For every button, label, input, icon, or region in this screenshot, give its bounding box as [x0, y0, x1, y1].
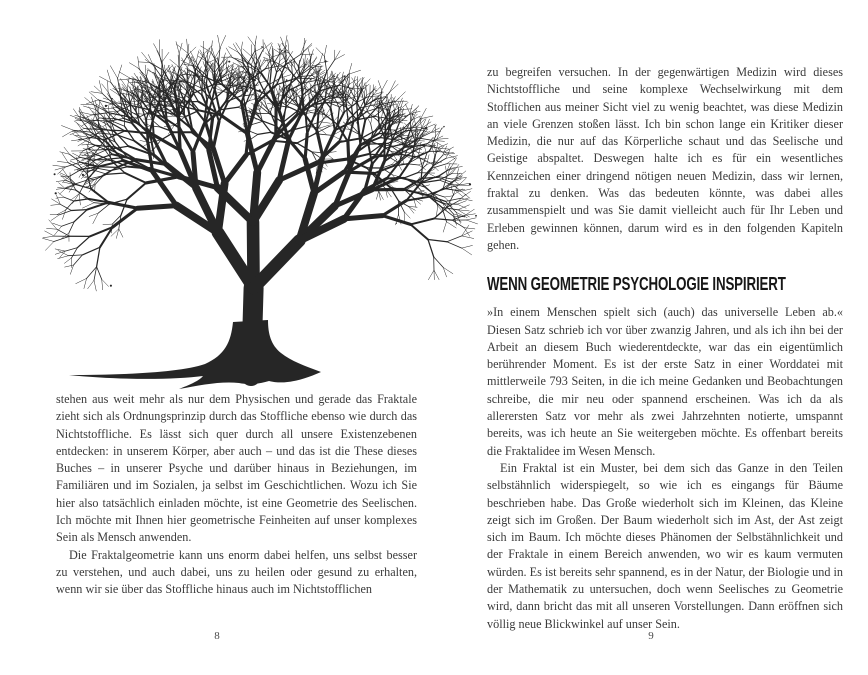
left-text-column [56, 391, 417, 599]
paragraph: zu begreifen versuchen. In der gegenwärtigen Medizin wird dieses Nichtstoffliche und seine komplexe Wechselwirkung mit dem Stofflichen aus meiner Sicht viel zu wenig beachtet, was diese Medizin an viele Grenzen stoßen lässt. Ich bin schon lange ein Kritiker dieser Medizin, die nur auf das Körperliche schaut und das Seelische und Geistige abspaltet. Deswegen halte ich es für ein wesentliches Kennzeichen einer dringend nötigen neuen Medizin, dass wir lernen, fraktal zu denken. Was das bedeuten könnte, was dabei alles zusammenspielt und was Sie damit vielleicht auch für Ihr Leben und Erleben gewinnen können, darum wird es in den folgenden Kapiteln gehen. [487, 65, 843, 252]
page-number-right: 9 [648, 630, 654, 642]
paragraph: Ein Fraktal ist ein Muster, bei dem sich das Ganze in den Teilen selbstähnlich widerspiegelt, so wie ich es eingangs für Bäume beschrieben habe. Das Große wiederholt sich im Kleinen, das Kleine zeigt sich im Großen. Der Baum wiederholt sich im Ast, der Ast zeigt sich im Baum. Ich möchte dieses Phänomen der Selbstähnlichkeit und der Fraktale in einem Bereich anwenden, wo wir es kaum vermuten würden. Es ist bereits sehr spannend, es in der Natur, der Biologie und in der Mathematik zu untersuchen, doch wenn Seelisches zu Geometrie wird, dann bricht das mit all unseren Vorstellungen. Dann eröffnen sich völlig neue Blickwinkel auf unser Sein. [487, 460, 843, 631]
tree-illustration [55, 24, 425, 386]
paragraph: Die Fraktalgeometrie kann uns enorm dabei helfen, uns selbst besser zu verstehen, und auch dabei, uns zu heilen oder gesund zu erhalten, wenn wir sie über das Stoffliche hinaus auch im Nichtstofflichen [56, 547, 417, 597]
paragraph: »In einem Menschen spielt sich (auch) das universelle Leben ab.« Diesen Satz schrieb ich vor über zwanzig Jahren, und als ich ihn bei der Arbeit an diesem Buch wiederentdeckte, war das ein eigentümlich berührender Moment. Es ist der erste Satz in einer Worddatei mit mittlerweile 793 Seiten, in die ich meine Gedanken und Beobachtungen schreibe, die mir neu oder spannend erscheinen. Was ich da als allerersten Satz vor mehr als zwei Jahrzehnten notierte, umspannt bereits, was ich heute an Sie weitergeben möchte. Es offenbart bereits die Fraktalidee im Wesen Mensch. [487, 305, 843, 458]
chapter-heading [487, 275, 843, 294]
right-text-column [487, 64, 843, 633]
intro-paragraphs [487, 64, 843, 254]
chapter-heading-text: WENN GEOMETRIE PSYCHOLOGIE INSPIRIERT [487, 274, 786, 295]
paragraph: stehen aus weit mehr als nur dem Physischen und gerade das Fraktale zieht sich als Ordnungsprinzip durch das Stoffliche ebenso wie durch das Nichtstoffliche. Es lässt sich quer durch all unsere Existenzebenen entdecken: in unserem Körper, aber auch – und das ist die These dieses Buches – in unserer Psyche und darüber hinaus in Beziehungen, im Familiären und im Sozialen, ja selbst im Geschichtlichen. Wozu ich Sie hier also tatsächlich einladen möchte, ist eine Geometrie des Seelischen. Ich möchte mit Ihnen hier geometrische Feinheiten auf unser komplexes Sein als Mensch anwenden. [56, 392, 417, 545]
section-paragraphs [487, 304, 843, 633]
tree-silhouette-image [55, 24, 425, 386]
right-page [434, 0, 868, 675]
page-number-left: 8 [214, 630, 220, 642]
